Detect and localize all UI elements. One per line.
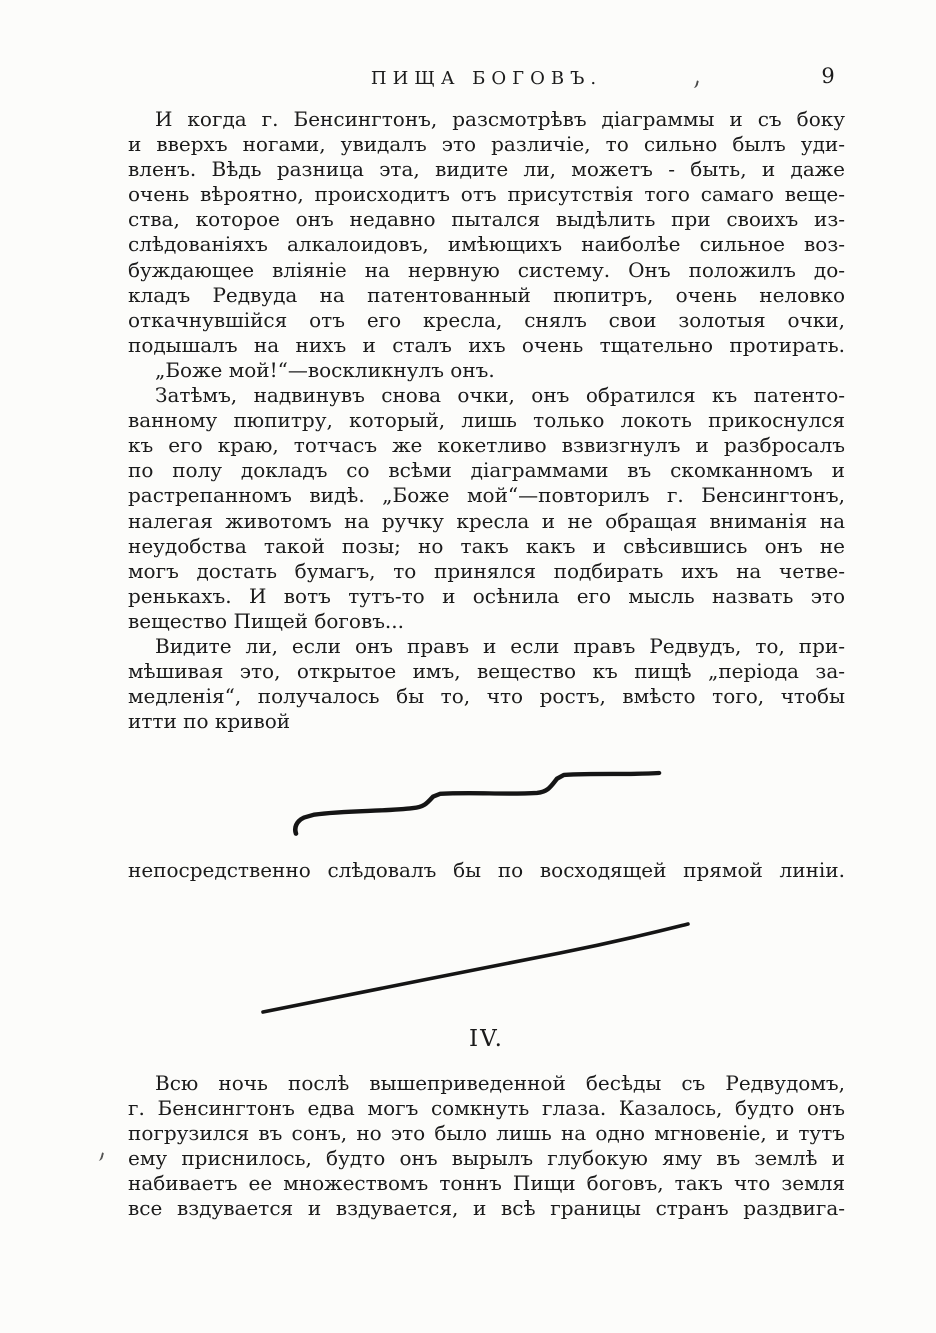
section-heading: IV.: [469, 1026, 504, 1052]
text-line: ства, которое онъ недавно пытался выдѣлить при своихъ из-: [128, 207, 845, 232]
text-line: все вздувается и вздувается, и всѣ границы странъ раздвига-: [128, 1196, 845, 1221]
page-number: 9: [821, 64, 835, 88]
text-line: мѣшивая это, открытое имъ, вещество къ пищѣ „періода за-: [128, 659, 845, 684]
text-line: итти по кривой: [128, 709, 291, 734]
text-line: Всю ночь послѣ вышеприведенной бесѣды съ Редвудомъ,: [155, 1071, 845, 1095]
paragraph-block-upper: [128, 107, 845, 734]
straight-line-figure: [128, 915, 845, 1020]
step-curve-drawing: [128, 755, 845, 845]
text-line: откачнувшійся отъ его кресла, снялъ свои золотыя очки,: [128, 307, 845, 332]
text-line: Видите ли, если онъ правъ и если правъ Редвудъ, то, при-: [155, 633, 845, 658]
text-line: набиваетъ ее множествомъ тоннъ Пищи боговъ, такъ что земля: [128, 1171, 845, 1196]
text-line: г. Бенсингтонъ едва могъ сомкнуть глаза. Казалось, будто онъ: [128, 1096, 845, 1121]
text-line: очень вѣроятно, происходитъ отъ присутствія того самаго веще-: [128, 182, 845, 207]
text-line: буждающее вліяніе на нервную систему. Онъ положилъ до-: [128, 257, 845, 282]
text-line: и вверхъ ногами, увидалъ это различіе, то сильно былъ уди-: [128, 132, 845, 157]
text-line: могъ достать бумагъ, то принялся подбирать ихъ на четве-: [128, 558, 845, 583]
running-title: ПИЩА БОГОВЪ.: [370, 68, 603, 89]
text-line: И когда г. Бенсингтонъ, разсмотрѣвъ діаграммы и съ боку: [155, 107, 845, 131]
text-line: неудобства такой позы; но такъ какъ и свѣсившись онъ не: [128, 533, 845, 558]
text-line: вещество Пищей боговъ...: [128, 608, 404, 633]
text-line: налегая животомъ на ручку кресла и не обращая вниманія на: [128, 508, 845, 533]
text-line: растрепанномъ видѣ. „Боже мой“—повторилъ г. Бенсингтонъ,: [128, 483, 845, 508]
straight-line-drawing: [128, 915, 845, 1020]
text-line: ренькахъ. И вотъ тутъ-то и осѣнила его мысль назвать это: [128, 583, 845, 608]
text-line: Затѣмъ, надвинувъ снова очки, онъ обратился къ патенто-: [155, 383, 845, 408]
text-line: медленія“, получалось бы то, что ростъ, вмѣсто того, чтобы: [128, 684, 845, 709]
text-line: погрузился въ сонъ, но это было лишь на одно мгновеніе, и тутъ: [128, 1121, 845, 1146]
straight-line-path: [263, 924, 688, 1012]
text-line: слѣдованіяхъ алкалоидовъ, имѣющихъ наиболѣе сильное воз-: [128, 232, 845, 257]
text-line: по полу докладъ со всѣми діаграммами въ скомканномъ и: [128, 458, 845, 483]
text-line: ванному пюпитру, который, лишь только локоть прикоснулся: [128, 408, 845, 433]
text-line: кладъ Редвуда на патентованный пюпитръ, очень неловко: [128, 282, 845, 307]
text-line: „Боже мой!“—воскликнулъ онъ.: [155, 357, 495, 382]
paragraph-block-lower: [128, 1071, 845, 1222]
text-line: подышалъ на нихъ и сталъ ихъ очень тщательно протирать.: [128, 332, 845, 357]
step-curve-path: [295, 773, 659, 834]
scan-speck: [96, 1151, 104, 1161]
continuation-line: непосредственно слѣдовалъ бы по восходящей прямой линіи.: [128, 858, 845, 882]
text-line: къ его краю, тотчасъ же кокетливо взвизгнулъ и разбросалъ: [128, 433, 845, 458]
text-line: вленъ. Вѣдь разница эта, видите ли, можетъ - быть, и даже: [128, 157, 845, 182]
text-line: ему приснилось, будто онъ вырылъ глубокую яму въ землѣ и: [128, 1146, 845, 1171]
step-curve-figure: [128, 755, 845, 845]
